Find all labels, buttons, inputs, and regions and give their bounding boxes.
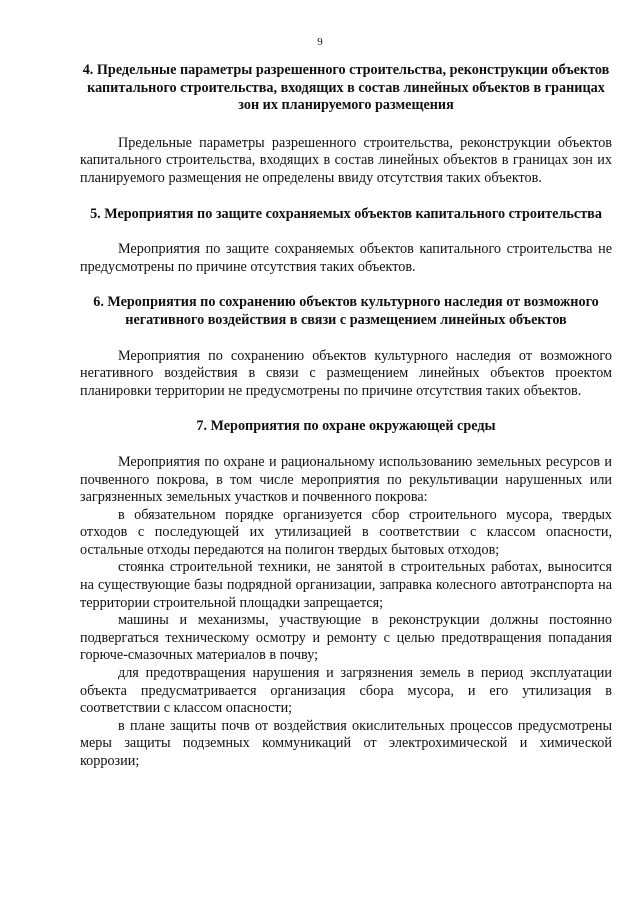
section-7-heading: 7. Мероприятия по охране окружающей среды: [196, 418, 496, 435]
section-7-paragraph-machinery: машины и механизмы, участвующие в реконструкции должны постоянно подвергаться техническому осмотру и ремонту с целью предотвращения попадания горюче-смазочных материалов в почву;: [80, 612, 612, 664]
section-7-paragraph-garbage: для предотвращения нарушения и загрязнения земель в период эксплуатации объекта предусматривается организация сбора мусора, и его утилизация в соответствии с классом опасности;: [80, 665, 612, 717]
document-body: [80, 62, 612, 771]
section-7-paragraph-intro: Мероприятия по охране и рациональному использованию земельных ресурсов и почвенного покрова, в том числе мероприятия по рекультивации нарушенных или загрязненных земельных участков и почвенного покрова:: [80, 453, 612, 506]
page-number: 9: [317, 36, 323, 48]
section-4-heading: 4. Предельные параметры разрешенного строительства, реконструкции объектов капитального строительства, входящих в состав линейных объектов в границах зон их планируемого размещения: [82, 62, 610, 114]
section-6-heading: 6. Мероприятия по сохранению объектов культурного наследия от возможного негативного воздействия в связи с размещением линейных объектов: [93, 294, 599, 328]
section-7-paragraph-waste: в обязательном порядке организуется сбор строительного мусора, твердых отходов с последующей их утилизацией в соответствии с классом опасности, остальные отходы передаются на полигон твердых бытовых отходов;: [80, 506, 612, 558]
section-7-paragraph-corrosion: в плане защиты почв от воздействия окислительных процессов предусмотрены меры защиты подземных коммуникаций от электрохимической и химической коррозии;: [80, 717, 612, 769]
section-5-heading: 5. Мероприятия по защите сохраняемых объектов капитального строительства: [90, 205, 602, 222]
section-7-paragraph-parking: стоянка строительной техники, не занятой в строительных работах, выносится на существующие базы подрядной организации, заправка колесного автотранспорта на территории строительной площадки запрещается;: [80, 559, 612, 611]
section-6-paragraph: Мероприятия по сохранению объектов культурного наследия от возможного негативного воздействия в связи с размещением линейных объектов проектом планировки территории не предусмотрены по причине отсутствия таких объектов.: [80, 347, 612, 399]
section-4-paragraph: Предельные параметры разрешенного строительства, реконструкции объектов капитального строительства, входящих в состав линейных объектов в границах зон их планируемого размещения не определены ввиду отсутствия таких объектов.: [80, 134, 612, 186]
section-5-paragraph: Мероприятия по защите сохраняемых объектов капитального строительства не предусмотрены по причине отсутствия таких объектов.: [80, 241, 612, 275]
